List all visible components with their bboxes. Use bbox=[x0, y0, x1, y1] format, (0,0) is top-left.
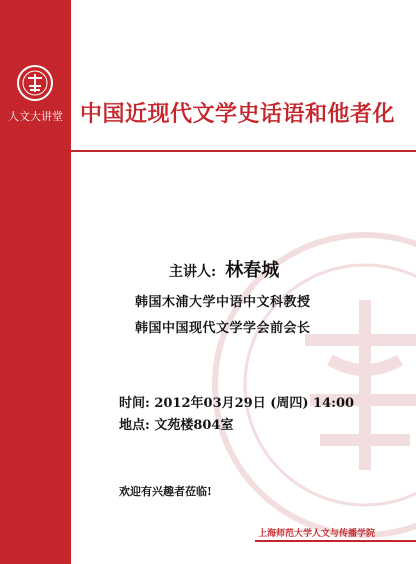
speaker-affiliation: 韩国木浦大学中语中文科教授 bbox=[135, 295, 311, 310]
place-label: 地点: bbox=[119, 418, 150, 433]
speaker-label: 主讲人: bbox=[169, 264, 217, 280]
seal-emblem-icon bbox=[16, 64, 54, 102]
place-row bbox=[119, 414, 233, 433]
title-divider bbox=[71, 150, 416, 152]
time-label: 时间: bbox=[119, 396, 150, 411]
footer-divider bbox=[255, 540, 416, 542]
lecture-title: 中国近现代文学史话语和他者化 bbox=[80, 101, 396, 127]
red-sidebar bbox=[0, 0, 71, 564]
speaker-name: 林春城 bbox=[225, 260, 280, 281]
organizer-footer: 上海师范大学人文与传播学院 bbox=[258, 529, 376, 539]
welcome-text: 欢迎有兴趣者莅临! bbox=[119, 485, 212, 498]
place-value: 文苑楼804室 bbox=[154, 418, 234, 433]
speaker-affiliation: 韩国中国现代文学学会前会长 bbox=[135, 321, 311, 336]
speaker-row bbox=[169, 256, 279, 282]
time-row bbox=[119, 392, 354, 411]
brand-label: 人文大讲堂 bbox=[8, 110, 63, 123]
time-value: 2012年03月29日 (周四) 14:00 bbox=[154, 396, 355, 411]
